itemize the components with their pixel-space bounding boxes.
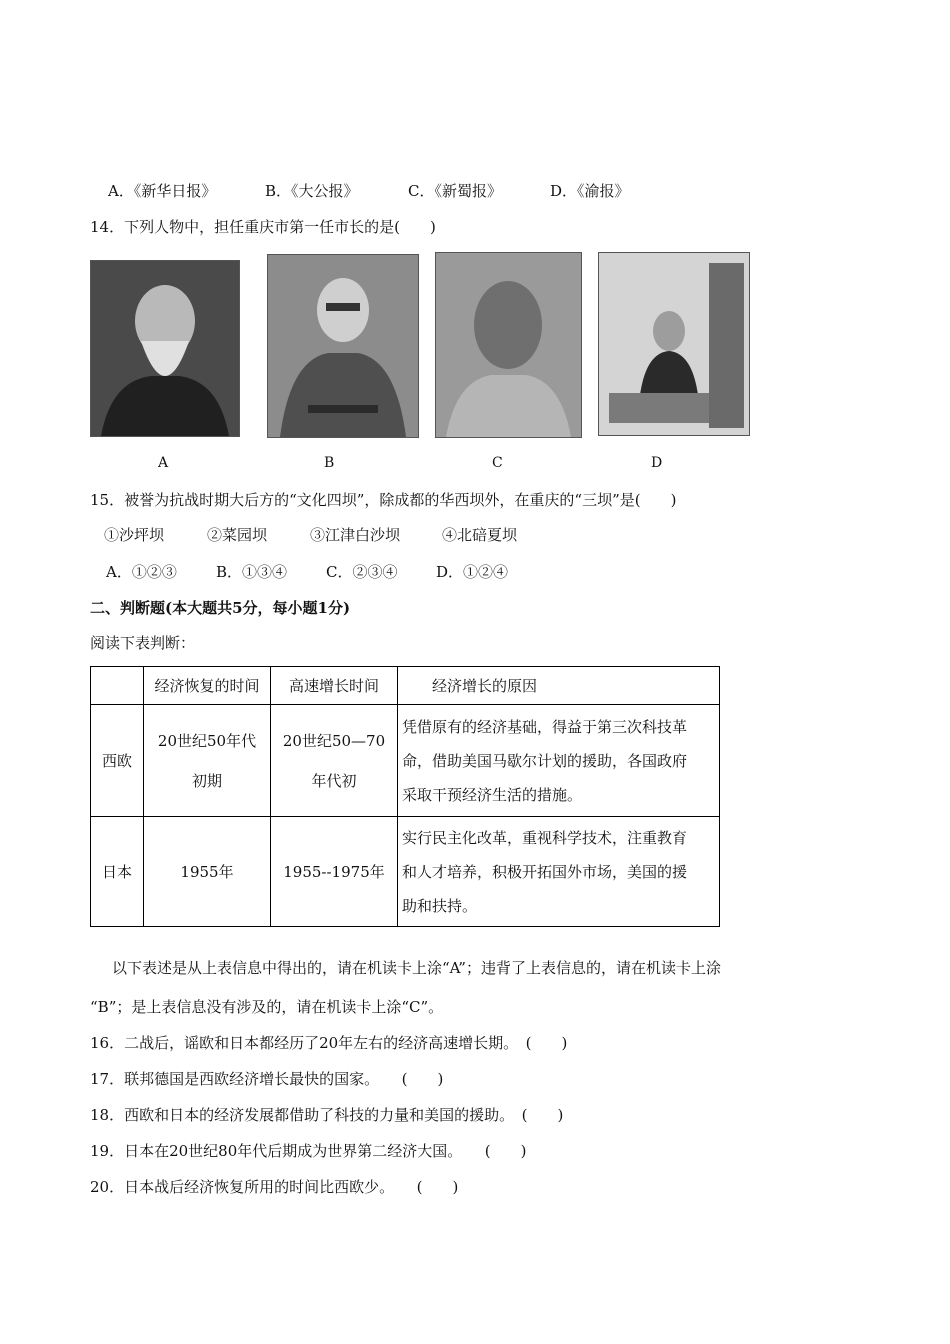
- q15-option-b[interactable]: B．①③④: [216, 563, 288, 581]
- question-19[interactable]: 19．日本在20世纪80年代后期成为世界第二经济大国。 ( ): [90, 1142, 527, 1160]
- q13-option-b[interactable]: B．《大公报》: [265, 182, 359, 200]
- reason-line-3: 助和扶持。: [402, 896, 478, 915]
- portrait-uniformed-man-icon[interactable]: [267, 254, 419, 438]
- q15-option-a[interactable]: A．①②③: [106, 563, 177, 581]
- instruction-line-2: “B”；是上表信息没有涉及的，请在机读卡上涂“C”。: [90, 998, 444, 1016]
- table-header-empty: [91, 667, 144, 705]
- q13-options: [108, 180, 630, 201]
- growth-line-1: 20世纪50—70: [282, 731, 386, 750]
- q13-option-d[interactable]: D．《渝报》: [550, 182, 630, 200]
- reason-line-2: 命，借助美国马歇尔计划的援助，各国政府: [402, 751, 688, 770]
- table-reason-west-europe: [398, 705, 720, 817]
- portrait-man-icon[interactable]: [435, 252, 582, 438]
- q15-item-2: ②菜园坝: [207, 526, 268, 544]
- q15-option-c[interactable]: C．②③④: [326, 563, 398, 581]
- q13-option-c[interactable]: C．《新蜀报》: [408, 182, 502, 200]
- photo-label-d: D: [651, 455, 663, 471]
- photo-label-c: C: [492, 455, 503, 471]
- q15-items: [104, 524, 517, 545]
- question-16[interactable]: 16．二战后，谣欧和日本都经历了20年左右的经济高速增长期。 ( ): [90, 1034, 568, 1052]
- question-17[interactable]: 17．联邦德国是西欧经济增长最快的国家。 ( ): [90, 1070, 444, 1088]
- table-region-japan: 日本: [91, 817, 144, 927]
- growth-line-2: 年代初: [311, 771, 357, 790]
- table-region-west-europe: 西欧: [91, 705, 144, 817]
- reason-line-2: 和人才培养，积极开拓国外市场，美国的援: [402, 862, 688, 881]
- section-title: 二、判断题(本大题共5分，每小题1分): [90, 599, 351, 617]
- table-growth-west-europe: [271, 705, 398, 817]
- q15-options: [106, 561, 508, 582]
- photo-label-b: B: [324, 455, 335, 471]
- table-intro: 阅读下表判断：: [90, 634, 196, 652]
- photo-label-a: A: [158, 455, 169, 471]
- question-18[interactable]: 18．西欧和日本的经济发展都借助了科技的力量和美国的援助。 ( ): [90, 1106, 564, 1124]
- q13-option-a[interactable]: A．《新华日报》: [108, 182, 217, 200]
- photo-man-at-desk-icon[interactable]: [598, 252, 750, 436]
- question-20[interactable]: 20．日本战后经济恢复所用的时间比西欧少。 ( ): [90, 1178, 459, 1196]
- table-recovery-west-europe: [144, 705, 271, 817]
- q14-stem: 14．下列人物中，担任重庆市第一任市长的是( ): [90, 218, 436, 236]
- table-recovery-japan: 1955年: [144, 817, 271, 927]
- reason-line-1: 凭借原有的经济基础，得益于第三次科技革: [402, 717, 688, 736]
- q15-item-4: ④北碚夏坝: [442, 526, 518, 544]
- table-header-recovery: 经济恢复的时间: [144, 667, 271, 705]
- table-growth-japan: 1955--1975年: [271, 817, 398, 927]
- q15-item-1: ①沙坪坝: [104, 526, 165, 544]
- recovery-line-2: 初期: [191, 771, 222, 790]
- portrait-bearded-man-icon[interactable]: [90, 260, 240, 437]
- table-header-growth: 高速增长时间: [271, 667, 398, 705]
- q15-option-d[interactable]: D．①②④: [436, 563, 509, 581]
- economy-table: [90, 666, 720, 927]
- q15-item-3: ③江津白沙坝: [310, 526, 401, 544]
- reason-line-3: 采取干预经济生活的措施。: [402, 785, 583, 804]
- table-reason-japan: [398, 817, 720, 927]
- q15-stem: 15．被誉为抗战时期大后方的“文化四坝”，除成都的华西坝外，在重庆的“三坝”是( ): [90, 491, 677, 509]
- table-header-reason: 经济增长的原因: [398, 667, 720, 705]
- recovery-line-1: 20世纪50年代: [157, 731, 257, 750]
- reason-line-1: 实行民主化改革，重视科学技术，注重教育: [402, 828, 688, 847]
- instruction-line-1: 以下表述是从上表信息中得出的，请在机读卡上涂“A”；违背了上表信息的，请在机读卡上涂: [112, 959, 721, 977]
